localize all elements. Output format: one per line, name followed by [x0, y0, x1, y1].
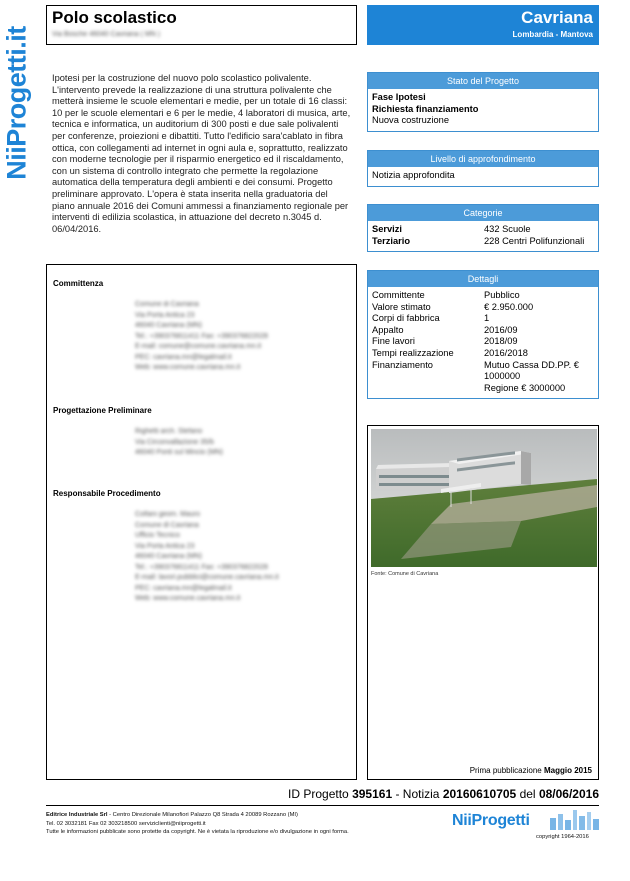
page-title: Polo scolastico: [52, 8, 177, 27]
livello-value: Notizia approfondita: [372, 170, 455, 180]
footer-company: Editrice Industriale Srl: [46, 812, 108, 818]
responsabile-line: Comune di Cavriana: [135, 521, 199, 529]
progettazione-line: Via Circonvallazione 35/b: [135, 438, 214, 446]
livello-box: [367, 150, 599, 187]
footer-contacts: Tel. 02 3032181 Fax 02 303218500 serviziclienti@niiprogetti.it: [46, 820, 206, 827]
footer-address: - Centro Direzionale Milanofiori Palazzo Q8 Strada 4 20089 Rozzano (MI): [107, 812, 298, 818]
stato-box: [367, 72, 599, 132]
vertical-brand-logo-text: NiiProgetti.it: [1, 26, 32, 180]
committenza-line: Comune di Cavriana: [135, 301, 199, 308]
footer-publisher-info: [46, 811, 406, 837]
committenza-details: [53, 300, 350, 374]
progettazione-line: 46040 Ponti sul Mincio (MN): [135, 449, 223, 456]
committenza-line: PEC: cavriana.mn@legalmail.it: [135, 353, 232, 361]
dettaglio-row: [372, 290, 594, 302]
dettaglio-value: Mutuo Cassa DD.PP. € 1000000: [484, 359, 579, 382]
dettaglio-key: Corpi di fabbrica: [372, 313, 440, 324]
responsabile-line: Web: www.comune.cavriana.mn.it: [135, 595, 241, 602]
dettaglio-row: [372, 302, 594, 314]
stato-richiesta: Richiesta finanziamento: [372, 103, 479, 114]
committenza-line: Tel.: +390376811411 Fax: +390376822028: [135, 332, 268, 340]
date-label: del: [516, 787, 536, 801]
categoria-key: Servizi: [372, 224, 402, 234]
committenza-line: Via Porta Antica 23: [135, 311, 195, 319]
dettaglio-key: Committente: [372, 290, 425, 300]
dettaglio-value: 2016/2018: [484, 347, 528, 358]
categoria-row: [372, 236, 594, 248]
responsabile-section: [53, 489, 350, 605]
responsabile-line: Ufficio Tecnico: [135, 532, 180, 539]
responsabile-line: PEC: cavriana.mn@legalmail.it: [135, 584, 232, 592]
footer-notice: Tutte le informazioni pubblicate sono protette da copyright. Ne è vietata la riproduzione e/o divulgazione in ogni forma.: [46, 829, 349, 836]
categoria-value: 432 Scuole: [484, 224, 531, 234]
dettaglio-key: Fine lavori: [372, 336, 415, 347]
first-publication-value: Maggio 2015: [543, 766, 592, 775]
stato-body: [368, 89, 598, 131]
dettaglio-key: Valore stimato: [372, 301, 431, 312]
committenza-line: Web: www.comune.cavriana.mn.it: [135, 364, 241, 371]
progettazione-section: [53, 406, 350, 459]
project-id-label: ID Progetto: [288, 787, 349, 801]
dettaglio-key: Finanziamento: [372, 359, 433, 370]
categorie-header: Categorie: [368, 205, 598, 221]
dettaglio-key: Tempi realizzazione: [372, 347, 454, 358]
categoria-row: [372, 224, 594, 236]
dettaglio-row: [372, 313, 594, 325]
footer-logo-text: NiiProgetti: [452, 812, 530, 829]
contacts-panel: [46, 264, 357, 780]
responsabile-line: Colfani geom. Mauro: [135, 511, 200, 518]
first-publication: [368, 766, 592, 775]
dettagli-box: [367, 270, 599, 399]
committenza-line: 46040 Cavriana (MN): [135, 322, 202, 329]
categorie-box: [367, 204, 599, 252]
responsabile-line: 46040 Cavriana (MN): [135, 553, 202, 560]
dettaglio-value: Pubblico: [484, 290, 520, 300]
categorie-body: [368, 221, 598, 251]
categoria-key: Terziario: [372, 235, 411, 246]
stato-fase: Fase Ipotesi: [372, 92, 426, 102]
dettaglio-value: € 2.950.000: [484, 301, 534, 312]
notizia-date: 08/06/2016: [538, 787, 599, 801]
dettaglio-key: [372, 383, 484, 395]
responsabile-details: [53, 510, 350, 605]
project-description: Ipotesi per la costruzione del nuovo polo scolastico polivalente. L'intervento prevede la realizzazione di una struttura polivalente che metterà insieme le scuole elementari e medie, per un totale di 16 classi: 10 per le scuole elementari e 6 per le medie, 4 laboratori di musica, arte, tecnica e informatica, un auditorium di 300 posti e due sale polivalenti per conferenze, proiezioni e dibattiti. Tutto l'edificio sara'cablato in fibra ottica, con collegamenti ad internet in ogni aula e, soprattutto, realizzato con moderne tecnologie per il risparmio energetico ed il riscaldamento, con un sistema di controllo integrato che permette la regolazione automatica della temperatura degli ambienti e dei consumi. Progetto preliminare approvato. L'opera è stata inserita nella graduatoria del piano annuale 2016 dei Comuni ammessi a finanziamento regionale per interventi di edilizia scolastica, in attuazione del decreto n.3045 d. 06/04/2016.: [52, 73, 351, 234]
livello-body: [368, 167, 598, 186]
vertical-brand-logo: [2, 8, 32, 198]
dettaglio-row: [372, 383, 594, 395]
location-box: [367, 5, 599, 45]
dettaglio-row: [372, 336, 594, 348]
notizia-label: - Notizia: [392, 787, 440, 801]
project-id-line: [46, 787, 599, 801]
responsabile-line: Via Porta Antica 23: [135, 542, 195, 550]
stato-header: Stato del Progetto: [368, 73, 598, 89]
committenza-title: Committenza: [53, 279, 104, 288]
stato-tipo: Nuova costruzione: [372, 115, 449, 126]
dettaglio-value: 1: [484, 313, 490, 324]
project-address: Via Bosche 46040 Cavriana ( MN ): [52, 31, 161, 38]
first-publication-label: Prima pubblicazione: [469, 766, 542, 775]
image-panel: [367, 425, 599, 780]
city-name: Cavriana: [521, 8, 593, 27]
livello-header: Livello di approfondimento: [368, 151, 598, 167]
dettagli-header: Dettagli: [368, 271, 598, 287]
dettaglio-row: [372, 348, 594, 360]
skyline-icon: [452, 806, 602, 832]
categoria-value: 228 Centri Polifunzionali: [484, 235, 585, 246]
dettaglio-value: 2016/09: [484, 324, 518, 335]
notizia-value: 20160610705: [442, 787, 517, 801]
project-id-value: 395161: [352, 787, 393, 801]
footer-logo: [452, 806, 602, 832]
dettagli-body: [368, 287, 598, 398]
image-caption: Fonte: Comune di Cavriana: [371, 571, 439, 577]
responsabile-line: Tel.: +390376811411 Fax: +390376822028: [135, 563, 268, 571]
title-box: [46, 5, 357, 45]
dettaglio-value: 2018/09: [484, 336, 518, 347]
committenza-section: [53, 279, 350, 374]
footer-copyright: copyright 1964-2016: [536, 834, 589, 840]
dettaglio-key: Appalto: [372, 324, 404, 335]
project-render-image: [371, 429, 597, 567]
region-name: Lombardia - Mantova: [512, 30, 593, 39]
footer-company-line: [46, 811, 406, 820]
building-render-illustration: [371, 429, 597, 567]
progettazione-title: Progettazione Preliminare: [53, 406, 152, 415]
progettazione-line: Righetti arch. Stefano: [135, 428, 203, 435]
dettaglio-value: Regione € 3000000: [484, 382, 566, 393]
responsabile-title: Responsabile Procedimento: [53, 489, 161, 498]
responsabile-line: E-mail: lavori.pubblici@comune.cavriana.mn.it: [135, 574, 279, 581]
dettaglio-row: [372, 325, 594, 337]
committenza-line: E-mail: comune@comune.cavriana.mn.it: [135, 343, 262, 350]
dettaglio-row: [372, 360, 594, 383]
progettazione-details: [53, 427, 350, 459]
